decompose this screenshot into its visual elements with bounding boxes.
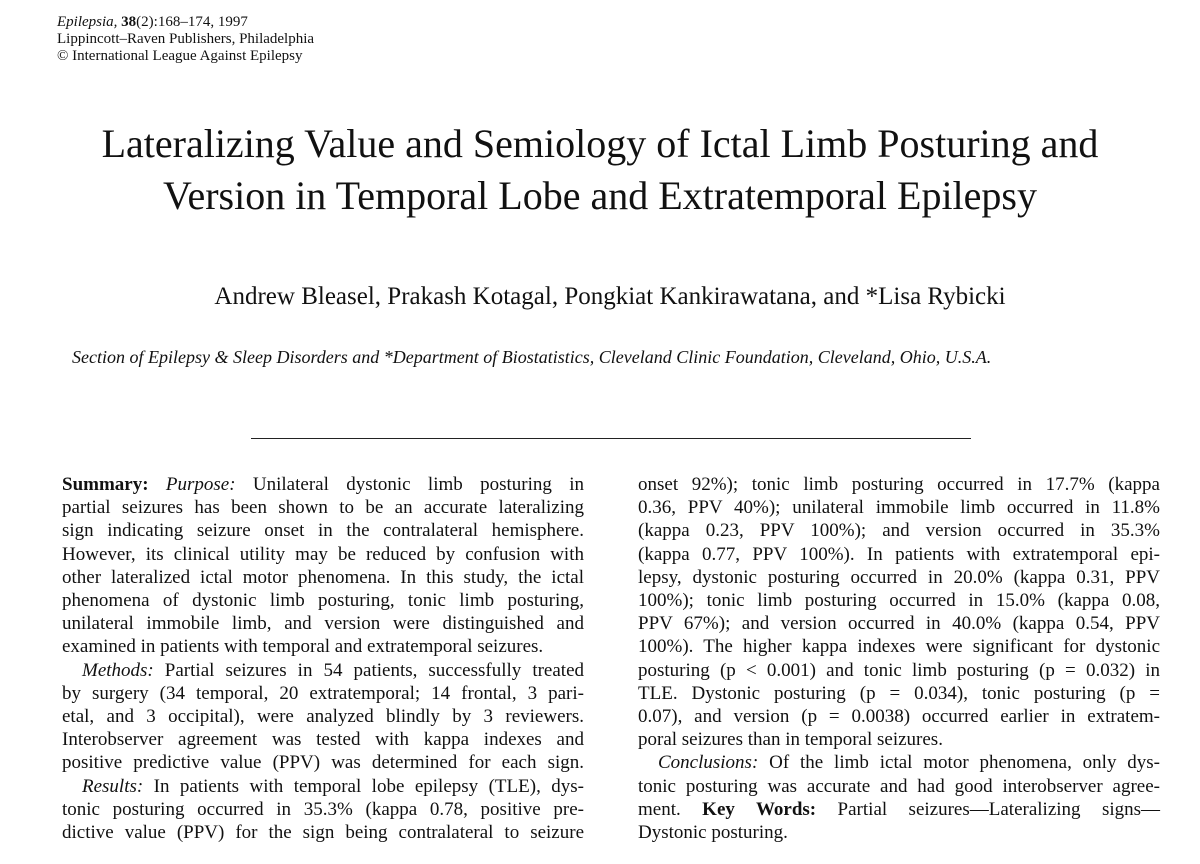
purpose-label: Purpose: — [165, 474, 236, 495]
copyright: © International League Against Epilepsy — [57, 48, 303, 64]
conclusions-label: Conclusions: — [658, 752, 759, 774]
abstract-line: poral seizures than in temporal seizures. — [638, 729, 943, 751]
abstract-line: tonic posturing occurred in 35.3% (kappa 0.78, positive pre- — [62, 798, 584, 820]
journal-issue-pages: (2):168–174, 1997 — [136, 14, 248, 30]
abstract-line: 0.36, PPV 40%); unilateral immobile limb occurred in 11.8% — [638, 497, 1160, 519]
abstract-line: However, its clinical utility may be reduced by confusion with — [62, 543, 584, 565]
abstract-line: lepsy, dystonic posturing occurred in 20.0% (kappa 0.31, PPV — [638, 566, 1160, 588]
authors: Andrew Bleasel, Prakash Kotagal, Pongkiat Kankirawatana, and *Lisa Rybicki — [214, 283, 1006, 310]
journal-citation — [57, 14, 314, 31]
title-line-1: Lateralizing Value and Semiology of Ictal Limb Posturing and — [101, 121, 1099, 166]
abstract-line: Methods: Partial seizures in 54 patients, successfully treated — [82, 659, 584, 681]
abstract-line: other lateralized ictal motor phenomena. In this study, the ictal — [62, 566, 584, 588]
abstract-line: onset 92%); tonic limb posturing occurred in 17.7% (kappa — [638, 474, 1160, 495]
abstract-line: phenomena of dystonic limb posturing, tonic limb posturing, — [62, 590, 584, 612]
abstract-line: examined in patients with temporal and extratemporal seizures. — [62, 636, 544, 658]
abstract-line: partial seizures has been shown to be an accurate lateralizing — [62, 497, 584, 519]
abstract-line: Conclusions: Of the limb ictal motor phenomena, only dys- — [658, 752, 1160, 774]
abstract-right-column — [638, 473, 1160, 844]
abstract-line: Results: In patients with temporal lobe epilepsy (TLE), dys- — [82, 775, 584, 797]
abstract-line: Interobserver agreement was tested with kappa indexes and — [62, 729, 584, 751]
results-label: Results: — [82, 775, 144, 797]
abstract-line: (kappa 0.77, PPV 100%). In patients with extratemporal epi- — [638, 543, 1160, 565]
abstract-line: dictive value (PPV) for the sign being contralateral to seizure — [62, 822, 584, 844]
abstract-line: 0.07), and version (p = 0.0038) occurred earlier in extratem- — [638, 706, 1160, 728]
abstract-line: Dystonic posturing. — [638, 822, 788, 844]
keywords-label: Key Words: — [702, 798, 817, 820]
methods-label: Methods: — [82, 659, 154, 681]
title-line-2: Version in Temporal Lobe and Extratemporal Epilepsy — [162, 173, 1037, 218]
abstract-line: TLE. Dystonic posturing (p = 0.034), tonic posturing (p = — [638, 682, 1160, 704]
abstract-line: 100%); tonic limb posturing occurred in 15.0% (kappa 0.08, — [638, 590, 1160, 612]
abstract-line: PPV 67%); and version occurred in 40.0% (kappa 0.54, PPV — [638, 613, 1160, 635]
abstract-line: by surgery (34 temporal, 20 extratemporal; 14 frontal, 3 pari- — [62, 682, 584, 704]
publisher: Lippincott–Raven Publishers, Philadelphia — [57, 31, 315, 47]
abstract-line: positive predictive value (PPV) was determined for each sign. — [62, 752, 584, 774]
abstract-line: tonic posturing was accurate and had good interobserver agree- — [638, 775, 1160, 797]
journal-volume: 38 — [121, 14, 137, 30]
abstract-line: Summary: Purpose: Unilateral dystonic limb posturing in — [62, 474, 584, 495]
journal-name: Epilepsia, — [57, 14, 118, 30]
abstract-line: posturing (p < 0.001) and tonic limb posturing (p = 0.032) in — [638, 659, 1160, 681]
summary-label: Summary: — [62, 474, 149, 495]
divider-rule — [251, 438, 971, 439]
journal-header — [57, 14, 314, 65]
abstract-line: ment. Key Words: Partial seizures—Lateralizing signs— — [638, 798, 1161, 820]
abstract-line: sign indicating seizure onset in the contralateral hemisphere. — [62, 520, 584, 542]
abstract-line: unilateral immobile limb, and version were distinguished and — [62, 613, 584, 635]
abstract-line: (kappa 0.23, PPV 100%); and version occurred in 35.3% — [638, 520, 1160, 542]
abstract-line: 100%). The higher kappa indexes were significant for dystonic — [638, 636, 1160, 658]
affiliation: Section of Epilepsy & Sleep Disorders and *Department of Biostatistics, Cleveland Clinic Foundation, Cleveland, Ohio, U.S.A. — [72, 347, 992, 367]
abstract-line: etal, and 3 occipital), were analyzed blindly by 3 reviewers. — [62, 706, 584, 728]
abstract-left-column — [62, 473, 584, 844]
article-title — [0, 118, 1200, 222]
